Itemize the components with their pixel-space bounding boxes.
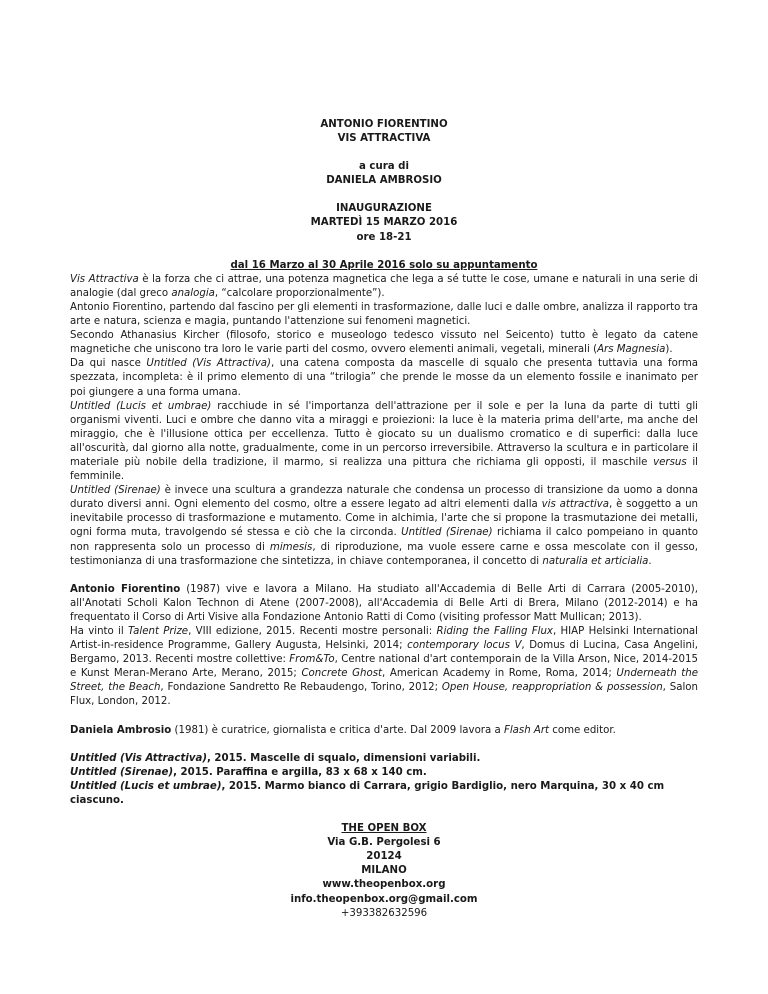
emph: Untitled (Lucis et umbrae) [70, 400, 212, 412]
emph: naturalia et articialia [542, 555, 649, 567]
opening-block [70, 202, 698, 244]
exhibition-dates: dal 16 Marzo al 30 Aprile 2016 solo su appuntamento [230, 259, 538, 271]
work-item [70, 780, 698, 808]
text: racchiude in sé l'importanza dell'attrazione per il sole e per la luna da parte di tutti gli organismi viventi. Luci e ombre che danno vita a miraggi e proiezioni: la luce è la materia prima dell'arte, ma anche del miraggio, che è l'illusione ottica per eccellenza. Tutto è giocato su un dualismo cromatico e di superfici: dalla luce all'oscurità, dal giorno alla notte, gradualmente, come in un percorso irreversibile. Attraverso la scultura e in particolare il materiale più nobile della tradizione, il marmo, si realizza una pittura che richiama gli opposti, il maschile [70, 400, 698, 468]
emph: Ars Magnesia [597, 344, 666, 356]
artist-bio [70, 583, 698, 625]
venue-contact [70, 822, 698, 921]
opening-time: ore 18-21 [356, 231, 412, 243]
work-item [70, 752, 698, 766]
work-title: Untitled (Lucis et umbrae) [70, 780, 222, 792]
text: , Salon Flux, London, 2012. [70, 682, 698, 708]
text: , una catena composta da mascelle di squalo che presenta tuttavia una forma spezzata, incompleta: è il primo elemento di una “trilogia” che prende le mosse da un elemento fossile e inanimato per poi giungere a una forma umana. [70, 358, 699, 398]
works-list [70, 752, 698, 808]
text: Secondo Athanasius Kircher (filosofo, storico e museologo tedesco vissuto nel Seicento) tutto è legato da catene magnetiche che uniscono tra loro le varie parti del cosmo, ovvero elementi animali, vegetali, minerali ( [70, 330, 698, 356]
venue-email[interactable]: info.theopenbox.org@gmail.com [290, 893, 478, 905]
emph: Untitled (Vis Attractiva) [146, 358, 271, 370]
venue-name: THE OPEN BOX [341, 823, 427, 835]
curator-bio-name: Daniela Ambrosio [70, 724, 172, 736]
emph: contemporary locus V [407, 640, 522, 652]
text: , è soggetto a un inevitabile processo di trasformazione e mutamento. Come in alchimia, l'arte che si propone la trasmutazione dei metalli, ogni forma muta, travolgendo sé stessa e ciò che la circonda. [70, 499, 698, 539]
work-item [70, 766, 698, 780]
text: , VIII edizione, 2015. Recenti mostre personali: [188, 626, 437, 637]
text: come editor. [549, 724, 616, 736]
text: , American Academy in Rome, Roma, 2014; [382, 668, 617, 680]
header [70, 118, 698, 273]
opening-label: INAUGURAZIONE [336, 203, 432, 215]
work-details: , 2015. Mascelle di squalo, dimensioni variabili. [207, 752, 481, 764]
work-title: Untitled (Sirenae) [70, 766, 174, 778]
text: ). [665, 344, 673, 356]
text: , Fondazione Sandretto Re Rebaudengo, Torino, 2012; [160, 682, 442, 694]
work-title: Untitled (Vis Attractiva) [70, 752, 207, 764]
emph: Flash Art [503, 724, 550, 736]
text: (1981) è curatrice, giornalista e critica d'arte. Dal 2009 lavora a [171, 724, 504, 736]
emph: Vis Attractiva [70, 273, 139, 285]
text: il femminile. [70, 456, 698, 483]
emph: From&To [289, 654, 335, 666]
curator-block [70, 160, 698, 188]
venue-phone: +393382632596 [340, 907, 428, 919]
text: , Domus di Lucina, Casa Angelini, Bergamo, 2013. Recenti mostre collettive: [70, 640, 698, 666]
curator-name: DANIELA AMBROSIO [326, 175, 442, 187]
work-details: , 2015. Paraffina e argilla, 83 x 68 x 140 cm. [173, 766, 427, 778]
emph: vis attractiva [541, 499, 609, 511]
text: , HIAP Helsinki International Artist-in-residence Programme, Gallery Augusta, Helsinki, 2014; [70, 626, 698, 652]
text: , di riproduzione, ma vuole essere carne e ossa mescolate con il gesso, testimonianza di una trasformazione che sintetizza, in chiave contemporanea, il concetto di [70, 541, 698, 567]
emph: Underneath the Street, the Beach [70, 668, 698, 694]
emph: Untitled (Sirenae) [401, 527, 493, 539]
opening-date: MARTEDÌ 15 MARZO 2016 [310, 217, 458, 229]
work-details: , 2015. Marmo bianco di Carrara, grigio Bardiglio, nero Marquina, 30 x 40 cm ciascuno. [70, 780, 665, 806]
venue-zip: 20124 [366, 851, 402, 863]
text: Ha vinto il [70, 626, 129, 637]
emph: Riding the Falling Flux [436, 626, 553, 637]
emph: Concrete Ghost [301, 668, 383, 680]
emph: Untitled (Sirenae) [70, 485, 161, 497]
title-block [70, 118, 698, 146]
emph: versus [653, 456, 687, 468]
venue-street: Via G.B. Pergolesi 6 [327, 837, 441, 849]
paragraph-5 [70, 400, 698, 485]
exhibition-title: VIS ATTRACTIVA [337, 133, 431, 145]
emph: analogia [171, 287, 215, 299]
text: , “calcolare proporzionalmente”). [214, 287, 385, 299]
artist-bio-name: Antonio Fiorentino [70, 583, 181, 595]
emph: Open House, reappropriation & possession [441, 682, 663, 694]
text: richiama il calco pompeiano in quanto non rappresenta solo un processo di [70, 527, 698, 553]
paragraph-1 [70, 273, 698, 301]
paragraph-6 [70, 484, 698, 569]
paragraph-2: Antonio Fiorentino, partendo dal fascino per gli elementi in trasformazione, dalle luci e dalle ombre, analizza il rapporto tra arte e natura, scienza e magia, puntando l'attenzione sui fenomeni magnetici. [70, 301, 698, 328]
venue-website[interactable]: www.theopenbox.org [322, 879, 446, 891]
curator-bio [70, 724, 698, 738]
text: (1987) vive e lavora a Milano. Ha studiato all'Accademia di Belle Arti di Carrara (2005-2010), all'Anotati Scholi Kalon Technon di Atene (2007-2008), all'Accademia di Belle Arti di Brera, Milano (2012-2014) e ha frequentato il Corso di Arti Visive alla Fondazione Antonio Ratti di Como (visiting professor Matt Mullican; 2013). [70, 583, 699, 623]
text: è invece una scultura a grandezza naturale che condensa un processo di transizione da uomo a donna durato diversi anni. Ogni elemento del cosmo, oltre a essere legato ad altri elementi dalla [70, 485, 698, 511]
text: Da qui nasce [70, 358, 147, 370]
paragraph-3 [70, 329, 698, 357]
text: . [648, 555, 652, 567]
paragraph-4 [70, 357, 698, 399]
venue-city: MILANO [361, 865, 407, 877]
text: , Centre national d'art contemporain de la Villa Arson, Nice, 2014-2015 e Kunst Meran-Merano Arte, Merano, 2015; [70, 654, 698, 680]
artist-exhibitions [70, 625, 698, 710]
description-text [70, 273, 698, 738]
emph: mimesis [269, 541, 313, 553]
text: è la forza che ci attrae, una potenza magnetica che lega a sé tutte le cose, umane e naturali in una serie di analogie (dal greco [70, 273, 698, 299]
curated-by-label: a cura di [359, 161, 409, 173]
artist-name: ANTONIO FIORENTINO [320, 119, 448, 130]
emph: Talent Prize [128, 626, 189, 637]
